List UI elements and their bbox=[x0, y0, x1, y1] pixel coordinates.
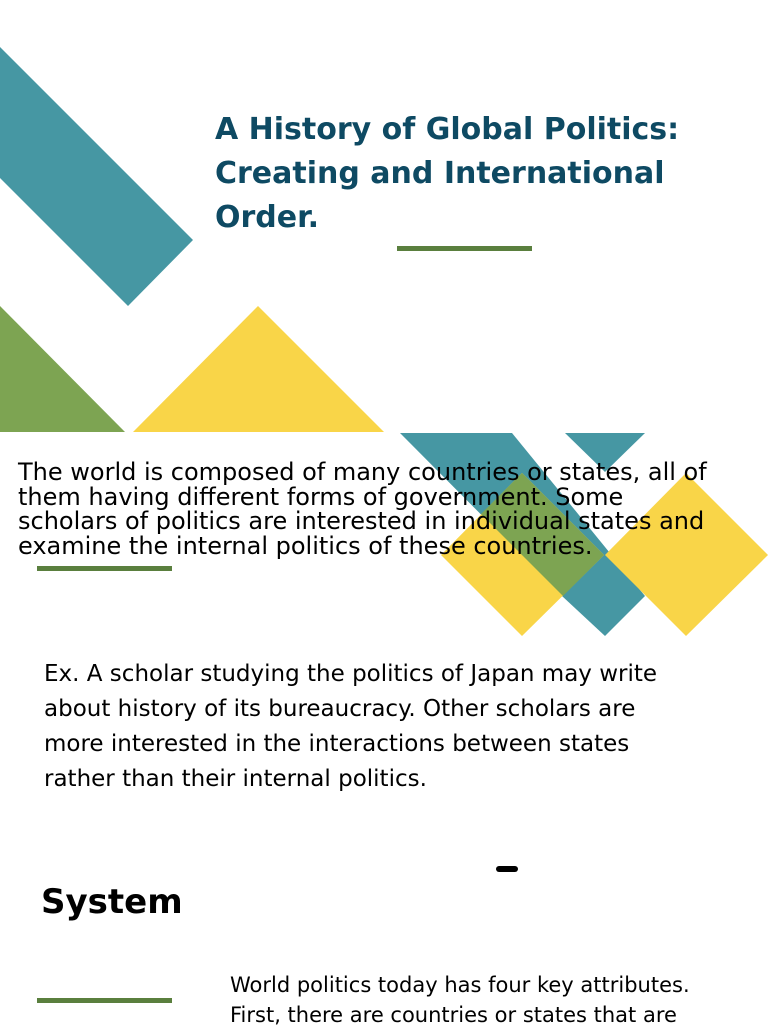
section-heading: System bbox=[41, 882, 183, 922]
example-line: rather than their internal politics. bbox=[44, 766, 427, 792]
attributes-line: World politics today has four key attributes. bbox=[230, 973, 690, 997]
example-line: Ex. A scholar studying the politics of Japan may write bbox=[44, 661, 658, 687]
section-underline-bottom bbox=[37, 998, 172, 1003]
intro-line: The world is composed of many countries or states, all of bbox=[18, 458, 707, 486]
section-underline bbox=[37, 566, 172, 571]
example-line: more interested in the interactions between states bbox=[44, 731, 630, 757]
page-title bbox=[215, 108, 755, 240]
intro-paragraph bbox=[18, 460, 763, 558]
title-line: Order. bbox=[215, 200, 320, 235]
clipped-heading-fragment bbox=[0, 866, 768, 874]
intro-line: them having different forms of government. Some bbox=[18, 482, 624, 511]
title-line: A History of Global Politics: bbox=[215, 112, 680, 147]
attributes-line: First, there are countries or states that are bbox=[230, 1003, 677, 1027]
attributes-paragraph bbox=[230, 970, 750, 1030]
title-underline bbox=[397, 246, 532, 251]
title-line: Creating and International bbox=[215, 156, 665, 191]
example-line: about history of its bureaucracy. Other scholars are bbox=[44, 696, 636, 722]
intro-line: scholars of politics are interested in individual states and bbox=[18, 507, 705, 535]
intro-line: examine the internal politics of these countries. bbox=[18, 531, 593, 560]
example-paragraph bbox=[44, 657, 744, 797]
